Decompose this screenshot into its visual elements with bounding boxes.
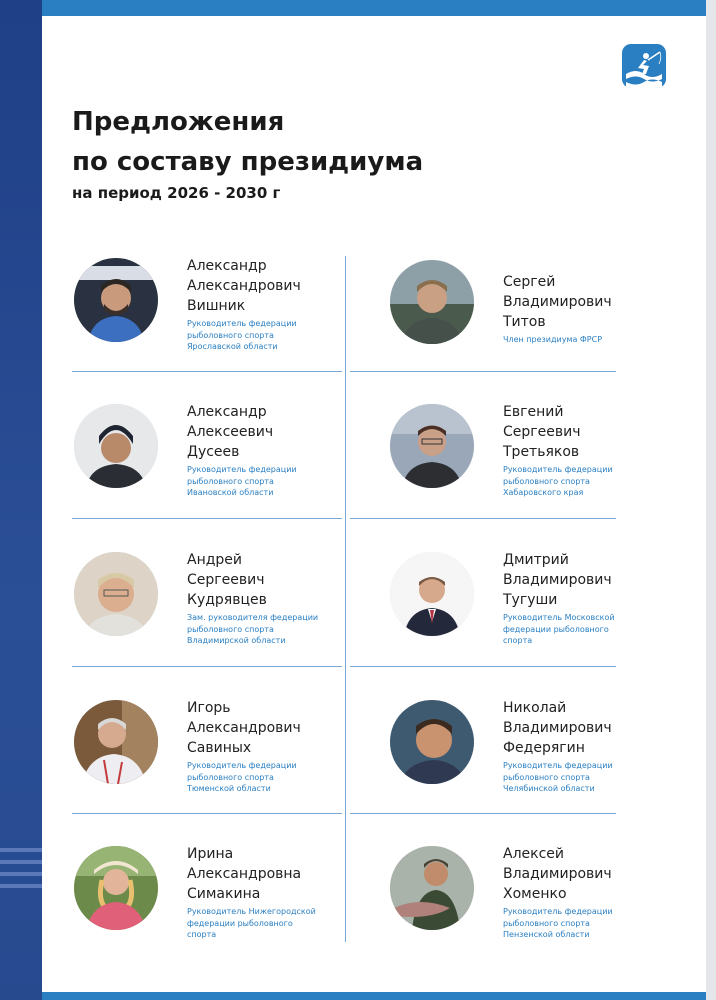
name-line: Сергеевич [187,572,265,588]
member-photo [74,404,158,488]
role-line: спорта [503,636,533,645]
role-line: рыболовного спорта [187,624,274,634]
name-line: Титов [503,314,546,330]
role-line: Ивановской области [187,488,274,497]
name-line: Кудрявцев [187,592,267,608]
name-line: Александр [187,258,267,274]
role-line: рыболовного спорта [503,918,590,928]
name-line: Сергеевич [503,424,581,440]
name-line: Александрович [187,720,301,736]
role-line: Тюменской области [187,784,271,793]
role-line: рыболовного спорта [187,476,274,486]
role-line: Руководитель Московской [503,613,615,622]
member-card [74,258,374,368]
name-line: Владимирович [503,294,612,310]
row-divider [350,813,616,814]
member-name [503,550,673,610]
role-line: рыболовного спорта [187,330,274,340]
role-line: Руководитель федерации [503,761,613,770]
role-line: федерации рыболовного [503,624,609,634]
role-line: Ярославской области [187,342,278,351]
member-photo [390,846,474,930]
name-line: Дмитрий [503,552,569,568]
page-edge [706,0,716,1000]
period-subtitle: на период 2026 - 2030 г [72,184,281,202]
role-line: Руководитель федерации [503,465,613,474]
member-name [187,550,357,610]
row-divider [72,371,342,372]
member-name [187,402,357,462]
name-line: Александр [187,404,267,420]
member-name [503,698,673,758]
row-divider [350,518,616,519]
member-card [390,846,690,956]
sidebar-stripe [0,848,42,852]
row-divider [350,666,616,667]
role-line: спорта [187,930,217,939]
member-name [503,402,673,462]
role-line: рыболовного спорта [503,772,590,782]
member-photo [74,700,158,784]
name-line: Третьяков [503,444,580,460]
member-card [74,552,374,662]
name-line: Владимирович [503,866,612,882]
member-photo [390,404,474,488]
name-line: Ирина [187,846,234,862]
sidebar-stripe [0,872,42,876]
name-line: Хоменко [503,886,567,902]
member-role [503,760,653,795]
row-divider [72,666,342,667]
row-divider [350,371,616,372]
document-page [42,16,706,992]
role-line: Пензенской области [503,930,590,939]
member-role [187,906,337,941]
member-name [187,698,357,758]
row-divider [72,518,342,519]
role-line: рыболовного спорта [187,772,274,782]
member-card [74,700,374,810]
title-line: Предложения [72,107,285,137]
name-line: Александрович [187,278,301,294]
member-role [187,464,337,499]
member-role [187,318,337,353]
role-line: рыболовного спорта [503,476,590,486]
name-line: Алексей [503,846,565,862]
name-line: Игорь [187,700,231,716]
member-photo [390,700,474,784]
role-line: федерации рыболовного [187,918,293,928]
name-line: Савиных [187,740,252,756]
member-photo [390,552,474,636]
member-card [74,846,374,956]
angler-icon [622,44,666,88]
member-card [74,404,374,514]
role-line: Руководитель федерации [503,907,613,916]
name-line: Вишник [187,298,246,314]
role-line: Зам. руководителя федерации [187,613,319,622]
name-line: Владимирович [503,720,612,736]
member-role [503,464,653,499]
member-role [503,612,653,647]
role-line: Владимирской области [187,636,286,645]
member-photo [74,846,158,930]
name-line: Федерягин [503,740,585,756]
member-photo [74,552,158,636]
member-card [390,260,690,370]
member-name [503,844,673,904]
member-name [503,272,673,332]
row-divider [72,813,342,814]
name-line: Симакина [187,886,261,902]
member-name [187,256,357,316]
member-role [503,334,653,346]
role-line: Руководитель Нижегородской [187,907,316,916]
member-photo [390,260,474,344]
name-line: Алексеевич [187,424,274,440]
member-card [390,404,690,514]
role-line: Хабаровского края [503,488,584,497]
name-line: Александровна [187,866,302,882]
name-line: Евгений [503,404,564,420]
member-role [187,612,337,647]
role-line: Руководитель федерации [187,319,297,328]
top-accent-bar [42,0,706,16]
name-line: Андрей [187,552,243,568]
title-line: по составу президиума [72,147,424,177]
name-line: Николай [503,700,567,716]
role-line: Руководитель федерации [187,465,297,474]
bottom-accent-bar [42,992,706,1000]
member-name [187,844,357,904]
sidebar-stripe [0,860,42,864]
member-role [187,760,337,795]
sidebar-stripe [0,884,42,888]
member-role [503,906,653,941]
name-line: Владимирович [503,572,612,588]
name-line: Дусеев [187,444,240,460]
name-line: Сергей [503,274,556,290]
member-card [390,700,690,810]
role-line: Руководитель федерации [187,761,297,770]
role-line: Член президиума ФРСР [503,335,603,344]
member-photo [74,258,158,342]
member-card [390,552,690,662]
page-title [72,102,492,182]
name-line: Тугуши [503,592,558,608]
role-line: Челябинской области [503,784,595,793]
